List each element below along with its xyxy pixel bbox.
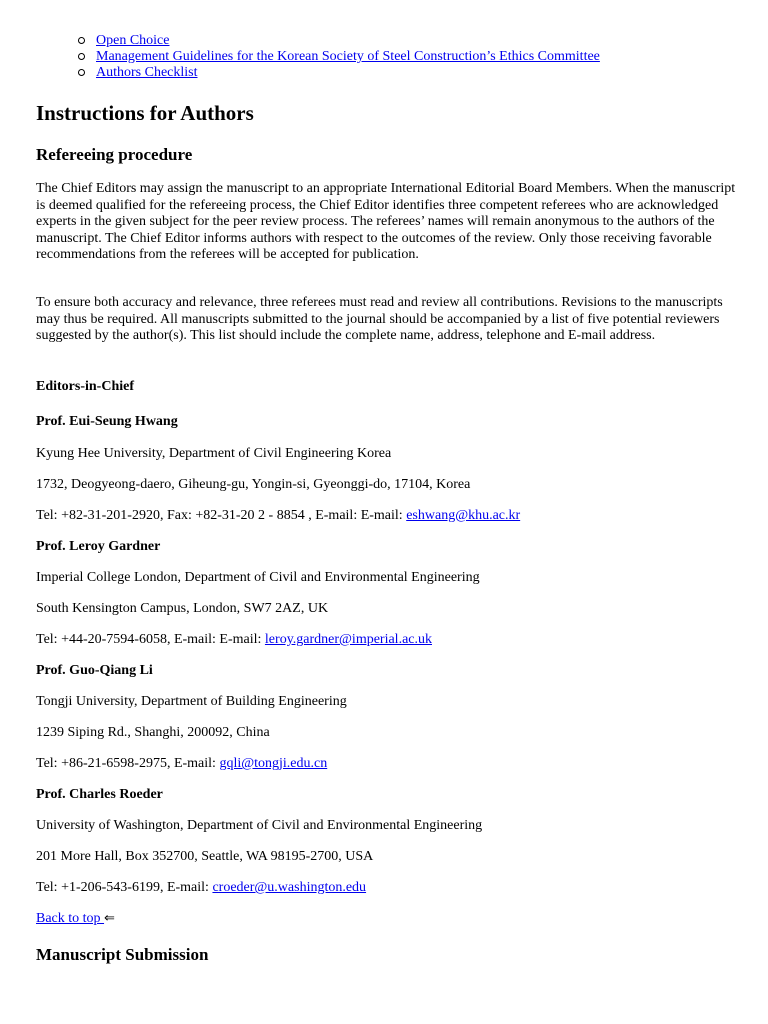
editor-address: 201 More Hall, Box 352700, Seattle, WA 98195-2700, USA [36, 849, 374, 864]
editor-contact [36, 508, 736, 524]
email-link[interactable]: croeder@u.washington.edu [212, 880, 367, 895]
nav-item [96, 33, 600, 49]
editor-name: Prof. Eui-Seung Hwang [36, 414, 178, 429]
editor-affiliation: University of Washington, Department of Civil and Environmental Engineering [36, 818, 483, 833]
contact-text: Tel: +86-21-6598-2975, E-mail: [36, 756, 220, 771]
left-arrow-icon: ⇐ [104, 911, 115, 926]
back-to-top-link[interactable]: Back to top [36, 911, 105, 926]
editor-contact [36, 756, 736, 772]
circle-bullet-icon [78, 69, 85, 76]
editor-name: Prof. Leroy Gardner [36, 539, 161, 554]
section-heading-manuscript-submission: Manuscript Submission [36, 945, 209, 964]
editor-address: South Kensington Campus, London, SW7 2AZ, UK [36, 601, 329, 616]
contact-text: Tel: +82-31-201-2920, Fax: +82-31-20 2 - 8854 , E-mail: E-mail: [36, 508, 407, 523]
editor-contact [36, 632, 736, 648]
editor-name: Prof. Guo-Qiang Li [36, 663, 153, 678]
contact-text: Tel: +44-20-7594-6058, E-mail: E-mail: [36, 632, 265, 647]
section-heading-refereeing: Refereeing procedure [36, 145, 193, 164]
contact-text: Tel: +1-206-543-6199, E-mail: [36, 880, 213, 895]
circle-bullet-icon [78, 53, 85, 60]
back-to-top-row [36, 911, 736, 927]
editor-affiliation: Kyung Hee University, Department of Civil Engineering Korea [36, 446, 392, 461]
nav-link-ethics-guidelines[interactable]: Management Guidelines for the Korean Society of Steel Construction’s Ethics Committee [96, 49, 600, 64]
email-link[interactable]: eshwang@khu.ac.kr [406, 508, 521, 523]
nav-item [96, 65, 600, 81]
nav-item [96, 49, 600, 65]
editor-name: Prof. Charles Roeder [36, 787, 163, 802]
page-title: Instructions for Authors [36, 101, 254, 125]
nav-link-open-choice[interactable]: Open Choice [96, 33, 170, 48]
nav-link-authors-checklist[interactable]: Authors Checklist [96, 65, 198, 80]
email-link[interactable]: gqli@tongji.edu.cn [219, 756, 328, 771]
email-link[interactable]: leroy.gardner@imperial.ac.uk [264, 632, 432, 647]
editor-affiliation: Imperial College London, Department of Civil and Environmental Engineering [36, 570, 480, 585]
circle-bullet-icon [78, 37, 85, 44]
refereeing-paragraph-2: To ensure both accuracy and relevance, three referees must read and review all contributions. Revisions to the manuscripts may thus be required. All manuscripts submitted to the journal should be accompanied by a list of five potential reviewers suggested by the author(s). This list should include the complete name, address, telephone and E-mail address. [36, 295, 723, 344]
editor-affiliation: Tongji University, Department of Building Engineering [36, 694, 347, 709]
nav-list [96, 33, 600, 81]
editors-heading: Editors-in-Chief [36, 379, 134, 394]
editor-address: 1732, Deogyeong-daero, Giheung-gu, Yongin-si, Gyeonggi-do, 17104, Korea [36, 477, 471, 492]
refereeing-paragraph-1: The Chief Editors may assign the manuscript to an appropriate International Editorial Board Members. When the manuscript is deemed qualified for the refereeing process, the Chief Editor identifies three competent referees who are acknowledged experts in the given subject for the peer review process. The referees’ names will remain anonymous to the authors of the manuscript. The Chief Editor informs authors with respect to the outcomes of the review. Only those receiving favorable recommendations from the referees will be accepted for publication. [36, 181, 736, 263]
editor-address: 1239 Siping Rd., Shanghi, 200092, China [36, 725, 270, 740]
editor-contact [36, 880, 736, 896]
